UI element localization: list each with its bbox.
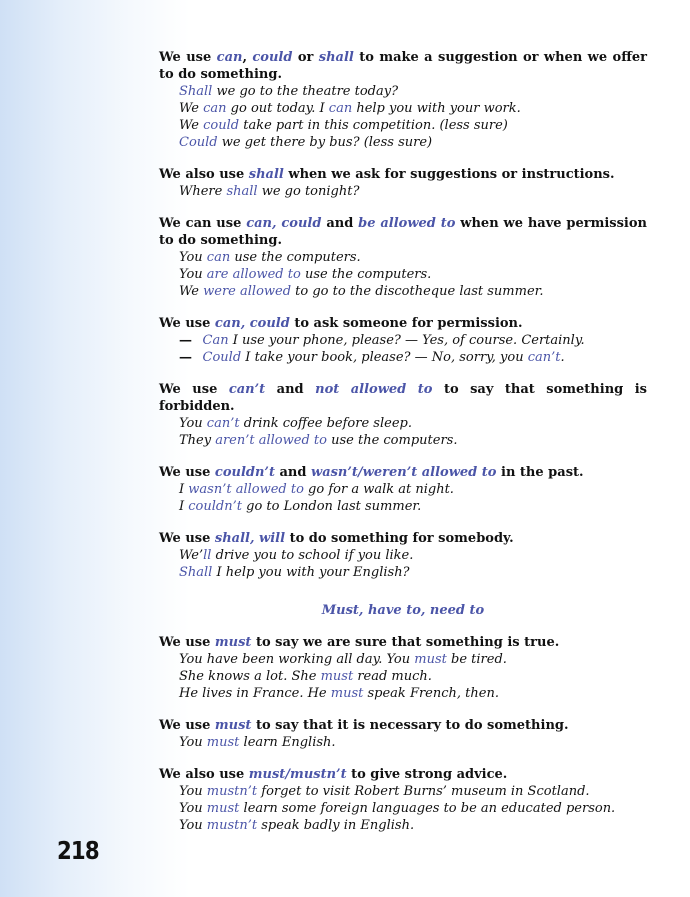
highlighted-term: can’t xyxy=(228,382,266,397)
rule-statement xyxy=(159,464,647,481)
example-sentence xyxy=(159,651,647,668)
text-segment: You xyxy=(179,735,207,750)
example-sentence xyxy=(159,668,647,685)
text-segment: forget to visit Robert Burns’ museum in Scotland. xyxy=(257,784,590,799)
dialogue-dash: — xyxy=(179,333,197,348)
text-segment: drink coffee before sleep. xyxy=(239,416,412,431)
text-segment: and xyxy=(274,465,311,480)
text-segment: We use xyxy=(159,50,217,65)
example-sentence xyxy=(159,83,647,100)
text-segment: You xyxy=(179,250,207,265)
text-segment: I xyxy=(179,499,189,514)
text-segment: Where xyxy=(179,184,227,199)
highlighted-term: can, could xyxy=(246,216,322,231)
highlighted-term: couldn’t xyxy=(188,499,242,514)
text-segment: I help you with your English? xyxy=(212,565,410,580)
example-sentence xyxy=(159,685,647,702)
text-segment: We use xyxy=(159,718,215,733)
text-segment: We also use xyxy=(159,167,249,182)
text-segment: when we ask for suggestions or instructions. xyxy=(283,167,615,182)
example-sentence xyxy=(159,100,647,117)
text-segment: be tired. xyxy=(446,652,507,667)
highlighted-term: can xyxy=(216,50,243,65)
text-segment: to make a suggestion or when we offer to do something. xyxy=(159,50,647,82)
highlighted-term: mustn’t xyxy=(206,784,258,799)
rule-statement xyxy=(159,381,647,415)
highlighted-term: Can xyxy=(202,333,229,348)
text-segment: in the past. xyxy=(496,465,584,480)
highlighted-term: shall, will xyxy=(214,531,286,546)
highlighted-term: shall xyxy=(318,50,354,65)
text-segment: and xyxy=(321,216,359,231)
dialogue-dash: — xyxy=(179,350,197,365)
page-number: 218 xyxy=(57,836,99,865)
text-segment: to do something for somebody. xyxy=(285,531,514,546)
highlighted-term: can’t xyxy=(527,350,561,365)
text-segment: speak badly in English. xyxy=(257,818,415,833)
text-segment: to go to the discotheque last summer. xyxy=(291,284,544,299)
highlighted-term: ll xyxy=(203,548,212,563)
example-sentence xyxy=(159,783,647,800)
highlighted-term: Shall xyxy=(179,565,213,580)
highlighted-term: Could xyxy=(202,350,242,365)
highlighted-term: wasn’t/weren’t allowed to xyxy=(311,465,497,480)
highlighted-term: must/mustn’t xyxy=(248,767,347,782)
example-sentence xyxy=(159,332,647,349)
text-segment: speak French, then. xyxy=(363,686,499,701)
text-segment: We can use xyxy=(159,216,247,231)
rule-statement xyxy=(159,315,647,332)
grammar-rule-block xyxy=(159,766,647,834)
example-sentence xyxy=(159,266,647,283)
text-segment: We use xyxy=(159,382,229,397)
grammar-rule-block xyxy=(159,634,647,702)
text-segment: I take your book, please? — No, sorry, you xyxy=(241,350,528,365)
example-sentence xyxy=(159,481,647,498)
example-sentence xyxy=(159,349,647,366)
text-segment: go out today. I xyxy=(226,101,329,116)
highlighted-term: aren’t allowed to xyxy=(215,433,327,448)
grammar-rule-block xyxy=(159,717,647,751)
text-segment: learn English. xyxy=(239,735,336,750)
highlighted-term: wasn’t allowed to xyxy=(188,482,304,497)
text-segment: You have been working all day. You xyxy=(179,652,415,667)
highlighted-term: can xyxy=(206,250,231,265)
highlighted-term: could xyxy=(252,50,293,65)
highlighted-term: must xyxy=(214,718,252,733)
rule-statement xyxy=(159,530,647,547)
text-segment: They xyxy=(179,433,216,448)
section-heading: Must, have to, need to xyxy=(321,603,485,618)
example-sentence xyxy=(159,415,647,432)
example-sentence xyxy=(159,283,647,300)
text-segment: I use your phone, please? — Yes, of course. Certainly. xyxy=(228,333,585,348)
highlighted-term: be allowed to xyxy=(358,216,456,231)
rule-statement xyxy=(159,717,647,734)
text-segment: we get there by bus? (less sure) xyxy=(217,135,433,150)
rule-statement xyxy=(159,49,647,83)
text-segment: . xyxy=(560,350,565,365)
text-segment: when we have permission to do something. xyxy=(159,216,647,248)
text-segment: You xyxy=(179,784,207,799)
text-segment: to ask someone for permission. xyxy=(289,316,523,331)
text-segment: drive you to school if you like. xyxy=(211,548,414,563)
text-segment: to say we are sure that something is true. xyxy=(251,635,560,650)
highlighted-term: can xyxy=(328,101,353,116)
text-segment: help you with your work. xyxy=(352,101,521,116)
grammar-rule-block xyxy=(159,215,647,300)
grammar-rule-block xyxy=(159,530,647,581)
text-segment: , xyxy=(242,50,253,65)
highlighted-term: must xyxy=(320,669,354,684)
highlighted-term: can, could xyxy=(214,316,290,331)
modal-usage-section-2 xyxy=(159,634,647,834)
example-sentence xyxy=(159,249,647,266)
grammar-rule-block xyxy=(159,315,647,366)
rule-statement xyxy=(159,634,647,651)
text-segment: We’ xyxy=(179,548,204,563)
example-sentence xyxy=(159,134,647,151)
text-segment: use the computers. xyxy=(300,267,432,282)
highlighted-term: must xyxy=(214,635,252,650)
example-sentence xyxy=(159,183,647,200)
text-segment: and xyxy=(265,382,316,397)
text-segment: You xyxy=(179,267,207,282)
rule-statement xyxy=(159,166,647,183)
rule-statement xyxy=(159,766,647,783)
text-segment: We also use xyxy=(159,767,249,782)
text-segment: I xyxy=(179,482,189,497)
highlighted-term: can xyxy=(203,101,227,116)
example-sentence xyxy=(159,547,647,564)
text-segment: go to London last summer. xyxy=(241,499,422,514)
text-segment: take part in this competition. (less sure) xyxy=(239,118,508,133)
highlighted-term: Could xyxy=(179,135,218,150)
example-sentence xyxy=(159,817,647,834)
text-segment: You xyxy=(179,416,207,431)
page-content xyxy=(159,49,647,849)
example-sentence xyxy=(159,800,647,817)
text-segment: You xyxy=(179,818,207,833)
text-segment: We use xyxy=(159,531,215,546)
grammar-rule-block xyxy=(159,464,647,515)
text-segment: use the computers. xyxy=(326,433,458,448)
text-segment: go for a walk at night. xyxy=(303,482,454,497)
highlighted-term: not allowed to xyxy=(315,382,433,397)
text-segment: We use xyxy=(159,465,215,480)
grammar-rule-block xyxy=(159,49,647,151)
example-sentence xyxy=(159,498,647,515)
text-segment: to say that something is forbidden. xyxy=(159,382,647,414)
highlighted-term: must xyxy=(330,686,364,701)
example-sentence xyxy=(159,117,647,134)
text-segment: You xyxy=(179,801,207,816)
text-segment: learn some foreign languages to be an educated person. xyxy=(239,801,616,816)
highlighted-term: Shall xyxy=(179,84,213,99)
text-segment: to give strong advice. xyxy=(346,767,508,782)
text-segment: use the computers. xyxy=(230,250,361,265)
highlighted-term: shall xyxy=(248,167,284,182)
text-segment: We xyxy=(179,284,204,299)
highlighted-term: could xyxy=(203,118,240,133)
text-segment: We use xyxy=(159,316,215,331)
rule-statement xyxy=(159,215,647,249)
text-segment: He lives in France. He xyxy=(179,686,331,701)
highlighted-term: can’t xyxy=(206,416,240,431)
example-sentence xyxy=(159,564,647,581)
text-segment: read much. xyxy=(353,669,432,684)
text-segment: We xyxy=(179,101,204,116)
highlighted-term: mustn’t xyxy=(206,818,258,833)
text-segment: We xyxy=(179,118,204,133)
grammar-rule-block xyxy=(159,381,647,449)
highlighted-term: must xyxy=(206,801,240,816)
highlighted-term: shall xyxy=(226,184,258,199)
highlighted-term: must xyxy=(414,652,447,667)
example-sentence xyxy=(159,432,647,449)
highlighted-term: were allowed xyxy=(203,284,292,299)
text-segment: We use xyxy=(159,635,215,650)
grammar-rule-block xyxy=(159,166,647,200)
example-sentence xyxy=(159,734,647,751)
text-segment: to say that it is necessary to do something. xyxy=(251,718,569,733)
text-segment: or xyxy=(292,50,319,65)
text-segment: She knows a lot. She xyxy=(179,669,321,684)
highlighted-term: are allowed to xyxy=(206,267,301,282)
highlighted-term: couldn’t xyxy=(214,465,275,480)
text-segment: we go tonight? xyxy=(257,184,360,199)
text-segment: we go to the theatre today? xyxy=(212,84,399,99)
modal-usage-section-1 xyxy=(159,49,647,581)
highlighted-term: must xyxy=(206,735,240,750)
